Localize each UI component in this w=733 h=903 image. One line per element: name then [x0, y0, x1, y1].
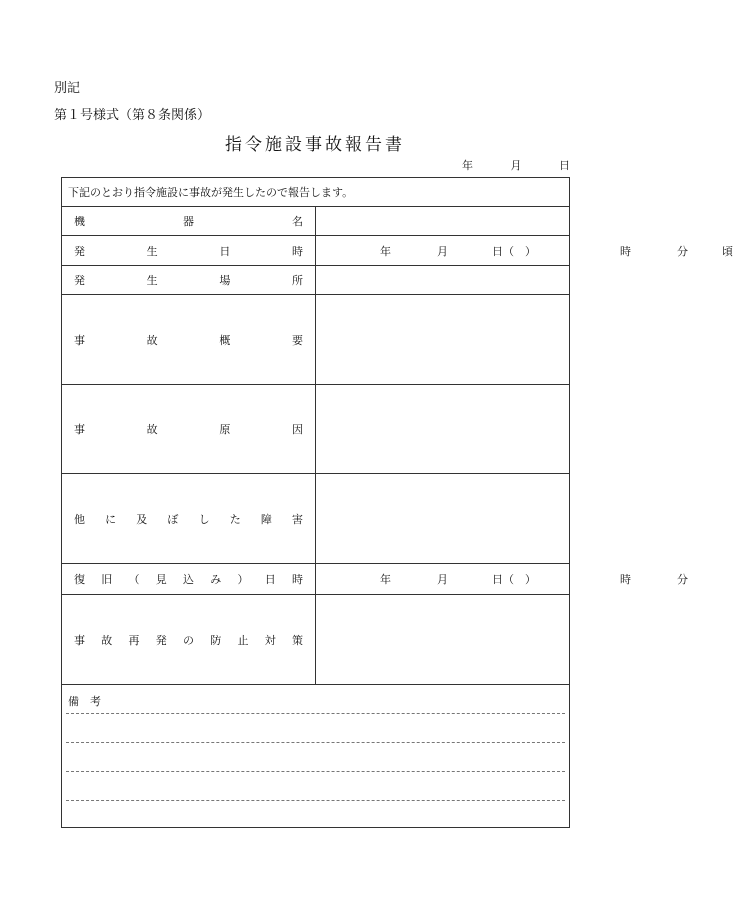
notes-line — [66, 742, 565, 771]
label-damage: 他 に 及 ぼ し た 障 害 — [62, 474, 316, 564]
recovery-day: 日（ ） — [492, 573, 536, 586]
field-equipment[interactable] — [316, 207, 570, 236]
form-number: 第１号様式（第８条関係） — [54, 108, 211, 123]
notes-line — [66, 800, 565, 827]
report-form — [61, 177, 733, 828]
intro-text: 下記のとおり指令施設に事故が発生したので報告します。 — [62, 178, 570, 207]
occur-year: 年 — [380, 244, 391, 258]
recovery-year: 年 — [380, 573, 391, 586]
report-date-month: 月 — [510, 159, 522, 172]
recovery-minute: 分 — [677, 573, 688, 586]
report-date-year: 年 — [462, 159, 473, 172]
field-summary[interactable] — [316, 295, 570, 385]
notes-line — [66, 713, 565, 742]
field-occur-place[interactable] — [316, 266, 570, 295]
recovery-hour: 時 — [620, 573, 631, 586]
occur-day: 日（ ） — [492, 244, 536, 258]
field-damage[interactable] — [316, 474, 570, 564]
field-occur-datetime[interactable] — [316, 236, 733, 266]
label-cause: 事 故 原 因 — [62, 385, 316, 474]
notes-label: 備 考 — [68, 695, 101, 708]
label-occur-datetime: 発 生 日 時 — [62, 236, 316, 266]
occur-hour: 時 — [620, 244, 631, 258]
label-recovery: 復 旧 （ 見 込 み ） 日 時 — [62, 564, 316, 595]
report-date — [462, 157, 570, 173]
label-equipment: 機 器 名 — [62, 207, 316, 236]
occur-minute: 分 — [677, 244, 688, 258]
field-prevention[interactable] — [316, 595, 570, 685]
report-date-day: 日 — [559, 159, 570, 172]
annex-label: 別記 — [54, 81, 81, 96]
occur-month: 月 — [437, 244, 448, 258]
label-summary: 事 故 概 要 — [62, 295, 316, 385]
occur-approx: 頃 — [722, 244, 733, 258]
label-occur-place: 発 生 場 所 — [62, 266, 316, 295]
notes-section[interactable] — [62, 685, 570, 828]
recovery-month: 月 — [437, 573, 448, 586]
label-prevention: 事 故 再 発 の 防 止 対 策 — [62, 595, 316, 685]
field-recovery[interactable] — [316, 564, 688, 595]
notes-line — [66, 771, 565, 800]
field-cause[interactable] — [316, 385, 570, 474]
page-title: 指令施設事故報告書 — [225, 135, 405, 155]
